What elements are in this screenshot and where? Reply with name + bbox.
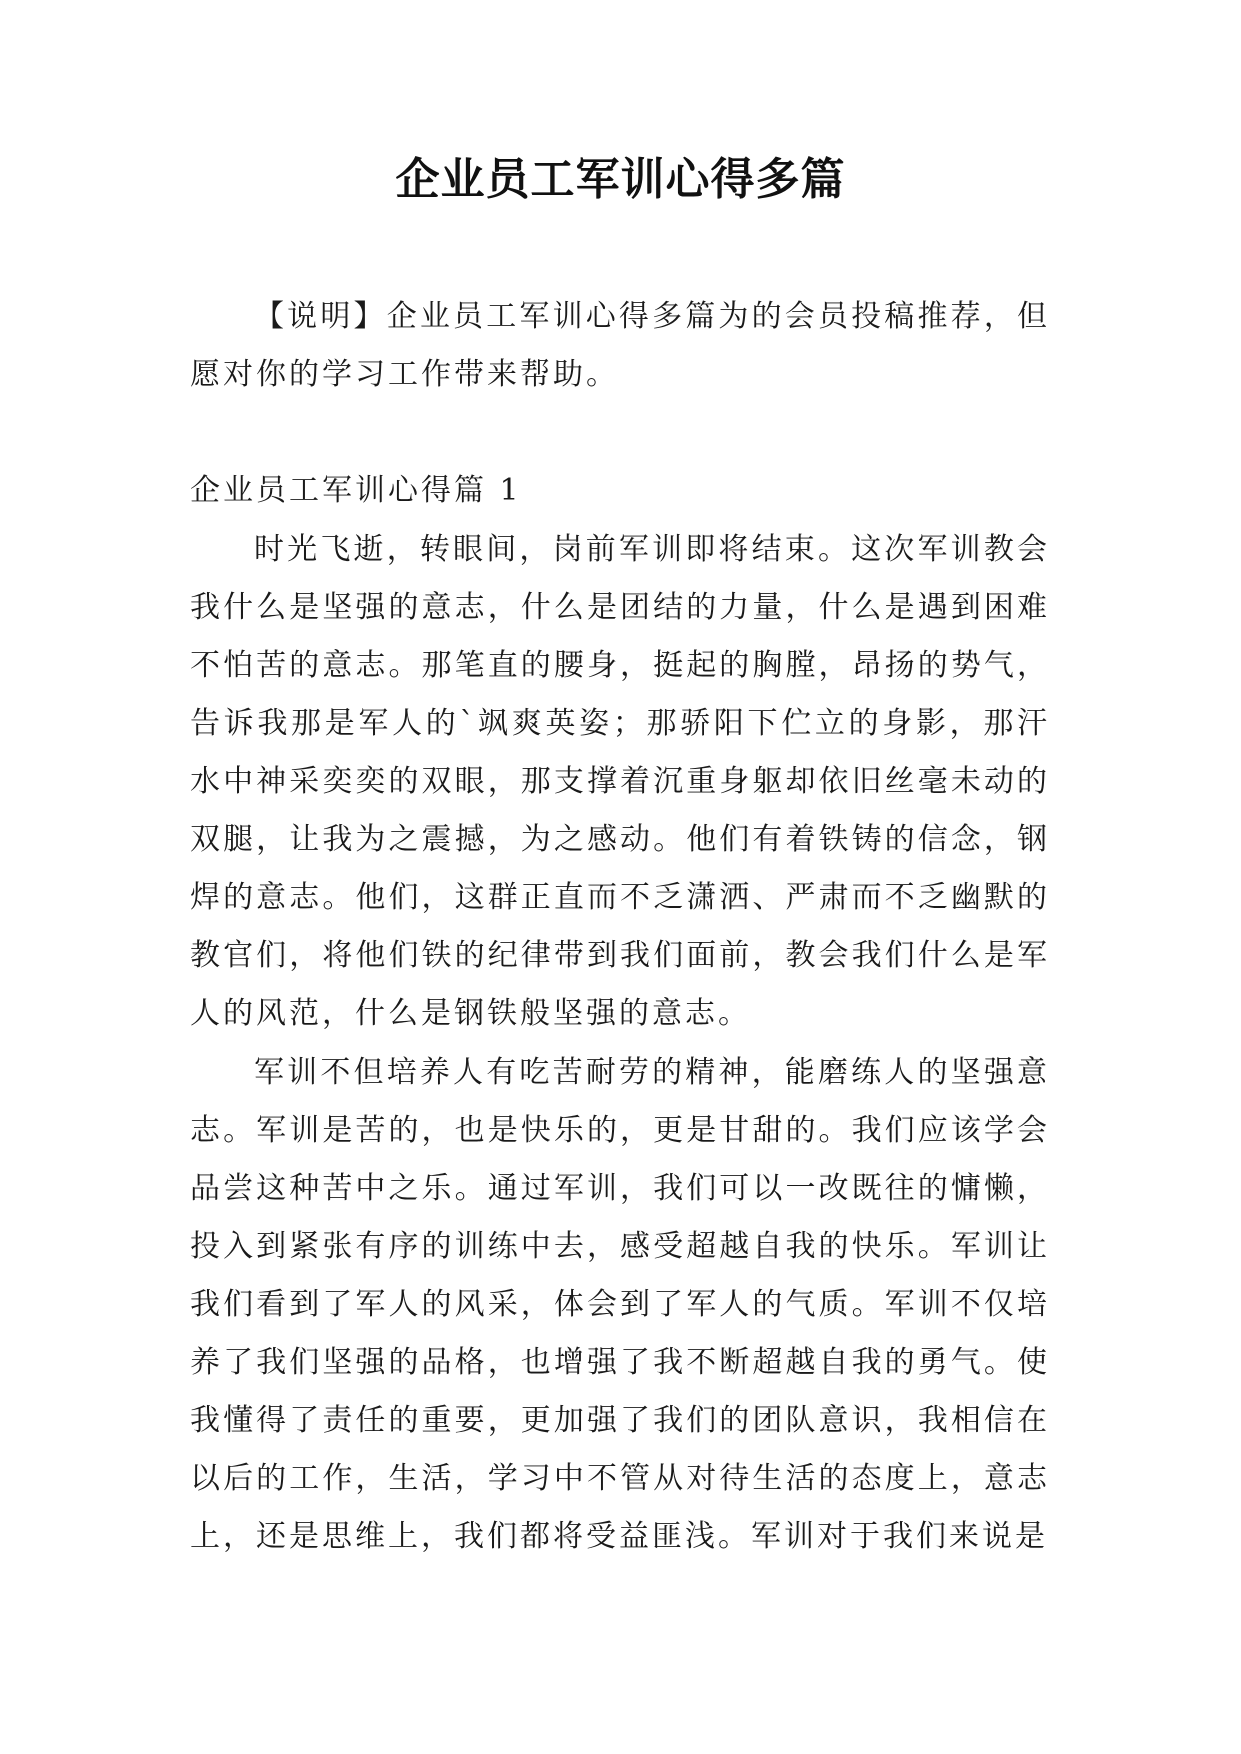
document-title: 企业员工军训心得多篇	[395, 154, 846, 205]
body-paragraph-1: 时光飞逝，转眼间，岗前军训即将结束。这次军训教会我什么是坚强的意志，什么是团结的力量，什么是遇到困难不怕苦的意志。那笔直的腰身，挺起的胸膛，昂扬的势气，告诉我那是军人的`飒爽英姿；那骄阳下伫立的身影，那汗水中神采奕奕的双眼，那支撑着沉重身躯却依旧丝毫未动的双腿，让我为之震撼，为之感动。他们有着铁铸的信念，钢焊的意志。他们，这群正直而不乏潇洒、严肃而不乏幽默的教官们，将他们铁的纪律带到我们面前，教会我们什么是军人的风范，什么是钢铁般坚强的意志。	[190, 532, 1050, 1031]
section-heading: 企业员工军训心得篇 1	[190, 473, 522, 508]
document-note: 【说明】企业员工军训心得多篇为的会员投稿推荐，但愿对你的学习工作带来帮助。	[190, 299, 1050, 392]
body-paragraph-2: 军训不但培养人有吃苦耐劳的精神，能磨练人的坚强意志。军训是苦的，也是快乐的，更是甘甜的。我们应该学会品尝这种苦中之乐。通过军训，我们可以一改既往的慵懒，投入到紧张有序的训练中去，感受超越自我的快乐。军训让我们看到了军人的风采，体会到了军人的气质。军训不仅培养了我们坚强的品格，也增强了我不断超越自我的勇气。使我懂得了责任的重要，更加强了我们的团队意识，我相信在以后的工作，生活，学习中不管从对待生活的态度上，意志上，还是思维上，我们都将受益匪浅。军训对于我们来说是	[190, 1055, 1050, 1554]
